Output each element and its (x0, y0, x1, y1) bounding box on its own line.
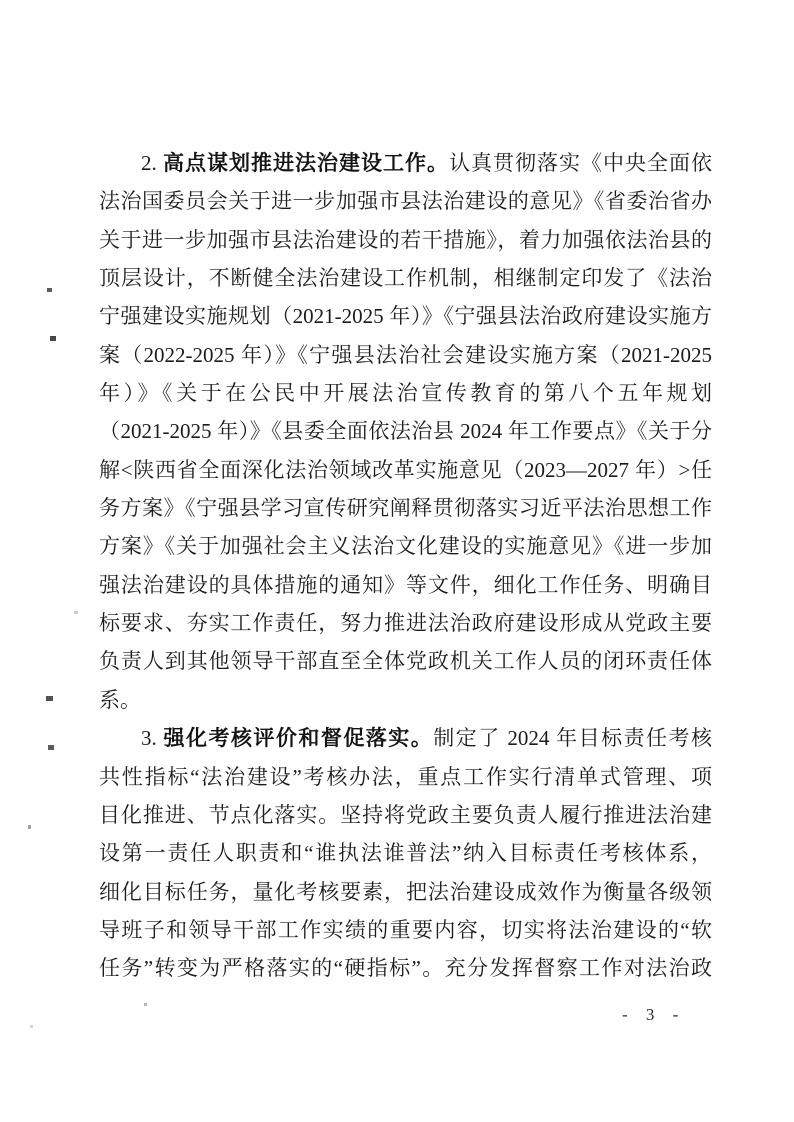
text-line: 任务”转变为严格落实的“硬指标”。充分发挥督察工作对法治政 (99, 956, 712, 981)
text-line: 细化目标任务，量化考核要素，把法治建设成效作为衡量各级领 (99, 879, 712, 904)
document-body (99, 144, 712, 988)
paragraph-heading: 高点谋划推进法治建设工作。 (163, 151, 449, 175)
text-line: 负责人到其他领导干部直至全体党政机关工作人员的闭环责任体 (99, 649, 712, 674)
scan-speck (74, 611, 78, 614)
text-line: 强法治建设的具体措施的通知》等文件，细化工作任务、明确目 (99, 572, 712, 597)
text-line: 设第一责任人职责和“谁执法谁普法”纳入目标责任考核体系， (99, 841, 712, 866)
text-line: 3. 强化考核评价和督促落实。制定了 2024 年目标责任考核 (141, 726, 713, 751)
scan-speck (50, 336, 56, 341)
text-line: 法治国委员会关于进一步加强市县法治建设的意见》《省委治省办 (99, 189, 712, 214)
text-line: 务方案》《宁强县学习宣传研究阐释贯彻落实习近平法治思想工作 (99, 496, 712, 521)
scan-speck (30, 1025, 33, 1028)
text-line: 系。 (99, 687, 141, 712)
scan-speck (48, 745, 54, 750)
scan-speck (47, 288, 52, 292)
text-line: 顶层设计，不断健全法治建设工作机制，相继制定印发了《法治 (99, 266, 712, 291)
paragraph-heading: 强化考核评价和督促落实。 (163, 726, 434, 751)
text-line: 2. 高点谋划推进法治建设工作。认真贯彻落实《中央全面依 (141, 151, 712, 175)
text-line: 导班子和领导干部工作实绩的重要内容，切实将法治建设的“软 (99, 917, 712, 942)
text-line: 解<陕西省全面深化法治领域改革实施意见（2023—2027 年）>任 (99, 457, 712, 482)
text-line: （2021-2025 年）》《县委全面依法治县 2024 年工作要点》《关于分 (99, 419, 712, 444)
text-line: 关于进一步加强市县法治建设的若干措施》，着力加强依法治县的 (99, 227, 712, 252)
scan-speck (46, 696, 53, 701)
page-number: - 3 - (622, 1005, 686, 1024)
text-line: 标要求、夯实工作责任，努力推进法治政府建设形成从党政主要 (99, 611, 712, 636)
scan-speck (28, 825, 31, 829)
text-line: 共性指标“法治建设”考核办法，重点工作实行清单式管理、项 (99, 764, 712, 789)
text-line: 方案》《关于加强社会主义法治文化建设的实施意见》《进一步加 (99, 534, 712, 559)
text-line: 宁强建设实施规划（2021-2025 年）》《宁强县法治政府建设实施方 (99, 304, 712, 329)
text-line: 目化推进、节点化落实。坚持将党政主要负责人履行推进法治建 (99, 802, 712, 827)
text-line: 案（2022-2025 年）》《宁强县法治社会建设实施方案（2021-2025 (99, 342, 712, 367)
text-line: 年）》《关于在公民中开展法治宣传教育的第八个五年规划 (99, 381, 712, 406)
scan-speck (144, 1003, 147, 1006)
